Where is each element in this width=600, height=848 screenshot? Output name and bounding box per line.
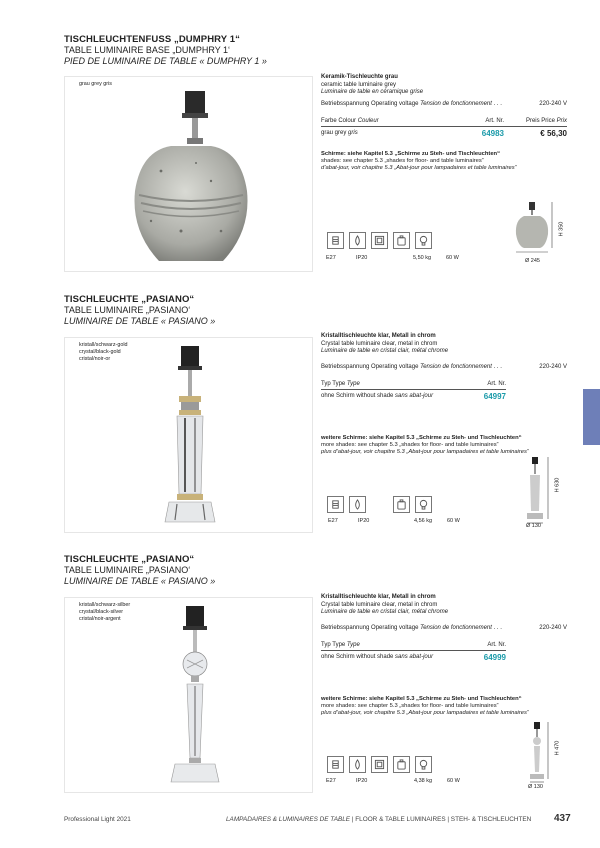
weight-label: 4,56 kg bbox=[414, 518, 433, 524]
crystal-lamp-image bbox=[165, 604, 225, 790]
dim-height: H 350 bbox=[558, 221, 565, 237]
photo-caption: kristall/schwarz-silber crystal/black-silver cristal/noir-argent bbox=[79, 602, 131, 622]
article-table: Farbe Colour Couleur Art. Nr. Preis Price Prix grau grey gris 64983 € 56,30 bbox=[321, 118, 567, 138]
crystal-lamp-image bbox=[155, 344, 225, 530]
socket-icon bbox=[327, 232, 344, 249]
product-title-fr: LUMINAIRE DE TABLE « PASIANO » bbox=[64, 316, 216, 326]
dimension-sketch bbox=[522, 455, 552, 525]
socket-icon bbox=[327, 756, 344, 773]
photo-caption: kristall/schwarz-gold crystal/black-gold cristal/noir-or bbox=[79, 342, 128, 362]
voltage-line: Betriebsspannung Operating voltage Tension de fonctionnement . . . 220-240 V bbox=[321, 364, 567, 370]
product-title-en: TABLE LUMINAIRE „PASIANO‘ bbox=[64, 305, 191, 315]
bulb-icon bbox=[415, 496, 432, 513]
weight-icon bbox=[393, 756, 410, 773]
product-title-en: TABLE LUMINAIRE BASE „DUMPHRY 1‘ bbox=[64, 45, 231, 55]
bulb-icon bbox=[415, 232, 432, 249]
feature-icons bbox=[327, 232, 437, 249]
shades-note: weitere Schirme: siehe Kapitel 5.3 „Schirme zu Steh- und Tischleuchten“ more shades: see chapter 5.3 „shades for floor- and table luminaires“ plus d’abat-jour, voir chapitre 5.3 „Abat-jour pour lampadaires et table luminaires“ bbox=[321, 435, 529, 456]
table-row: ohne Schirm without shade sans abat-jour 64997 bbox=[321, 391, 506, 401]
wattage-label: 60 W bbox=[446, 255, 459, 261]
voltage-line: Betriebsspannung Operating voltage Tension de fonctionnement . . . 220-240 V bbox=[321, 101, 567, 107]
product-description: Keramik-Tischleuchte grau ceramic table luminaire grey Luminaire de table en céramique grise bbox=[321, 74, 424, 96]
dim-height: H 630 bbox=[554, 477, 561, 493]
wattage-label: 60 W bbox=[447, 778, 460, 784]
ip-drop-icon bbox=[349, 756, 366, 773]
ceramic-lamp-image bbox=[121, 91, 261, 269]
feature-icons bbox=[327, 756, 437, 773]
weight-icon bbox=[393, 496, 410, 513]
product-photo bbox=[64, 597, 313, 793]
feature-icons bbox=[327, 496, 437, 513]
table-row: grau grey gris 64983 € 56,30 bbox=[321, 128, 567, 138]
article-number: 64997 bbox=[483, 391, 506, 401]
class-icon bbox=[371, 756, 388, 773]
dim-diameter: Ø 130 bbox=[526, 523, 541, 529]
footer-left: Professional Light 2021 bbox=[64, 816, 131, 823]
voltage-line: Betriebsspannung Operating voltage Tension de fonctionnement . . . 220-240 V bbox=[321, 625, 567, 631]
shades-note: weitere Schirme: siehe Kapitel 5.3 „Schirme zu Steh- und Tischleuchten“ more shades: see chapter 5.3 „shades for floor- and table luminaires“ plus d’abat-jour, voir chapitre 5.3 „Abat-jour pour lampadaires et table luminaires“ bbox=[321, 696, 529, 717]
ip-drop-icon bbox=[349, 232, 366, 249]
ip-drop-icon bbox=[349, 496, 366, 513]
ip-label: IP20 bbox=[356, 255, 368, 261]
product-photo bbox=[64, 337, 313, 533]
dimension-sketch bbox=[526, 720, 552, 784]
weight-icon bbox=[393, 232, 410, 249]
page-number: 437 bbox=[554, 813, 571, 824]
photo-caption: grau grey gris bbox=[79, 81, 112, 87]
table-row: ohne Schirm without shade sans abat-jour 64999 bbox=[321, 652, 506, 662]
wattage-label: 60 W bbox=[447, 518, 460, 524]
product-title-de: TISCHLEUCHTENFUSS „DUMPHRY 1“ bbox=[64, 34, 241, 45]
product-description: Kristalltischleuchte klar, Metall in chrom Crystal table luminaire clear, metal in chrom Luminaire de table en cristal clair, métal chrome bbox=[321, 333, 449, 355]
product-photo bbox=[64, 76, 313, 272]
product-description: Kristalltischleuchte klar, Metall in chrom Crystal table luminaire clear, metal in chrom Luminaire de table en cristal clair, métal chrome bbox=[321, 594, 449, 616]
socket-label: E27 bbox=[328, 518, 338, 524]
article-number: 64983 bbox=[481, 128, 504, 138]
product-title-de: TISCHLEUCHTE „PASIANO“ bbox=[64, 554, 195, 565]
socket-label: E27 bbox=[326, 255, 336, 261]
shades-note: Schirme: siehe Kapitel 5.3 „Schirme zu Steh- und Tischleuchten“ shades: see chapter 5.3 „shades for floor- and table luminaires“ d’abat-jour, voir chapitre 5.3 „Abat-jour pour lampadaires et table luminaires“ bbox=[321, 151, 517, 172]
weight-label: 5,50 kg bbox=[413, 255, 432, 261]
dimension-sketch bbox=[510, 200, 556, 256]
ip-label: IP20 bbox=[356, 778, 368, 784]
bulb-icon bbox=[415, 756, 432, 773]
class-icon bbox=[371, 232, 388, 249]
dim-diameter: Ø 130 bbox=[528, 784, 543, 790]
dim-diameter: Ø 245 bbox=[525, 258, 540, 264]
weight-label: 4,38 kg bbox=[414, 778, 433, 784]
product-title-en: TABLE LUMINAIRE „PASIANO‘ bbox=[64, 565, 191, 575]
socket-icon bbox=[327, 496, 344, 513]
chapter-tab bbox=[583, 389, 600, 445]
product-title-de: TISCHLEUCHTE „PASIANO“ bbox=[64, 294, 195, 305]
price: € 56,30 bbox=[540, 128, 567, 138]
article-table: Typ Type Type Art. Nr. ohne Schirm without shade sans abat-jour 64999 bbox=[321, 642, 506, 662]
product-title-fr: LUMINAIRE DE TABLE « PASIANO » bbox=[64, 576, 216, 586]
product-title-fr: PIED DE LUMINAIRE DE TABLE « DUMPHRY 1 » bbox=[64, 56, 267, 66]
article-number: 64999 bbox=[483, 652, 506, 662]
socket-label: E27 bbox=[326, 778, 336, 784]
article-table: Typ Type Type Art. Nr. ohne Schirm without shade sans abat-jour 64997 bbox=[321, 381, 506, 401]
dim-height: H 470 bbox=[554, 740, 561, 756]
footer-section: LAMPADAIRES & LUMINAIRES DE TABLE | FLOOR & TABLE LUMINAIRES | STEH- & TISCHLEUCHTEN bbox=[226, 816, 532, 823]
ip-label: IP20 bbox=[358, 518, 370, 524]
